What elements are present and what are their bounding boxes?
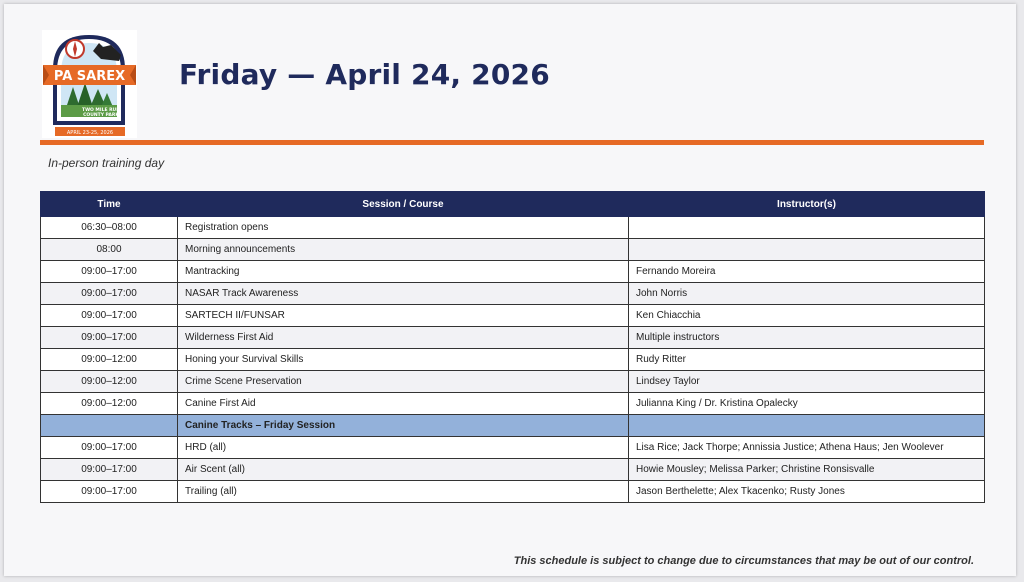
session-cell: Canine First Aid — [178, 393, 629, 415]
svg-text:TWO MILE RUN: TWO MILE RUN — [82, 108, 120, 113]
column-header-instructors: Instructor(s) — [629, 192, 985, 217]
page-subtitle: In-person training day — [48, 156, 165, 170]
session-cell: Mantracking — [178, 261, 629, 283]
instructor-cell — [629, 217, 985, 239]
session-cell: Crime Scene Preservation — [178, 371, 629, 393]
svg-text:APRIL 23-25, 2026: APRIL 23-25, 2026 — [66, 130, 114, 136]
page-title: Friday — April 24, 2026 — [179, 58, 550, 91]
time-cell: 09:00–17:00 — [41, 459, 178, 481]
session-cell: SARTECH II/FUNSAR — [178, 305, 629, 327]
time-cell: 09:00–12:00 — [41, 349, 178, 371]
time-cell: 09:00–17:00 — [41, 283, 178, 305]
table-row — [41, 349, 985, 371]
table-row — [41, 261, 985, 283]
table-row — [41, 305, 985, 327]
time-cell: 09:00–17:00 — [41, 481, 178, 503]
instructor-cell: Howie Mousley; Melissa Parker; Christine Ronsisvalle — [629, 459, 985, 481]
schedule-table — [40, 191, 985, 503]
time-cell: 09:00–17:00 — [41, 305, 178, 327]
time-cell: 09:00–17:00 — [41, 437, 178, 459]
table-row — [41, 217, 985, 239]
time-cell: 09:00–12:00 — [41, 371, 178, 393]
instructor-cell: Jason Berthelette; Alex Tkacenko; Rusty Jones — [629, 481, 985, 503]
instructor-cell: Multiple instructors — [629, 327, 985, 349]
instructor-cell — [629, 415, 985, 437]
instructor-cell: Fernando Moreira — [629, 261, 985, 283]
svg-text:PA SAREX: PA SAREX — [53, 69, 126, 84]
session-cell: Wilderness First Aid — [178, 327, 629, 349]
group-title-cell: Canine Tracks – Friday Session — [178, 415, 629, 437]
time-cell: 09:00–17:00 — [41, 327, 178, 349]
instructor-cell — [629, 239, 985, 261]
group-header-row — [41, 415, 985, 437]
column-header-time: Time — [41, 192, 178, 217]
orange-divider — [40, 140, 984, 145]
instructor-cell: Ken Chiacchia — [629, 305, 985, 327]
session-cell: Air Scent (all) — [178, 459, 629, 481]
session-cell: NASAR Track Awareness — [178, 283, 629, 305]
document-page — [4, 4, 1016, 576]
time-cell: 08:00 — [41, 239, 178, 261]
instructor-cell: Rudy Ritter — [629, 349, 985, 371]
time-cell: 09:00–17:00 — [41, 261, 178, 283]
table-row — [41, 459, 985, 481]
svg-text:COUNTY PARK: COUNTY PARK — [83, 113, 119, 118]
instructor-cell: John Norris — [629, 283, 985, 305]
table-row — [41, 393, 985, 415]
table-row — [41, 437, 985, 459]
table-row — [41, 371, 985, 393]
instructor-cell: Lisa Rice; Jack Thorpe; Annissia Justice; Athena Haus; Jen Woolever — [629, 437, 985, 459]
session-cell: HRD (all) — [178, 437, 629, 459]
time-cell: 09:00–12:00 — [41, 393, 178, 415]
table-row — [41, 481, 985, 503]
disclaimer-note: This schedule is subject to change due to circumstances that may be out of our control. — [513, 555, 974, 567]
session-cell: Registration opens — [178, 217, 629, 239]
table-row — [41, 327, 985, 349]
pa-sarex-logo — [41, 29, 138, 139]
table-row — [41, 283, 985, 305]
session-cell: Trailing (all) — [178, 481, 629, 503]
instructor-cell: Julianna King / Dr. Kristina Opalecky — [629, 393, 985, 415]
session-cell: Honing your Survival Skills — [178, 349, 629, 371]
table-header-row — [41, 192, 985, 217]
time-cell: 06:30–08:00 — [41, 217, 178, 239]
table-row — [41, 239, 985, 261]
time-cell — [41, 415, 178, 437]
column-header-session: Session / Course — [178, 192, 629, 217]
session-cell: Morning announcements — [178, 239, 629, 261]
instructor-cell: Lindsey Taylor — [629, 371, 985, 393]
